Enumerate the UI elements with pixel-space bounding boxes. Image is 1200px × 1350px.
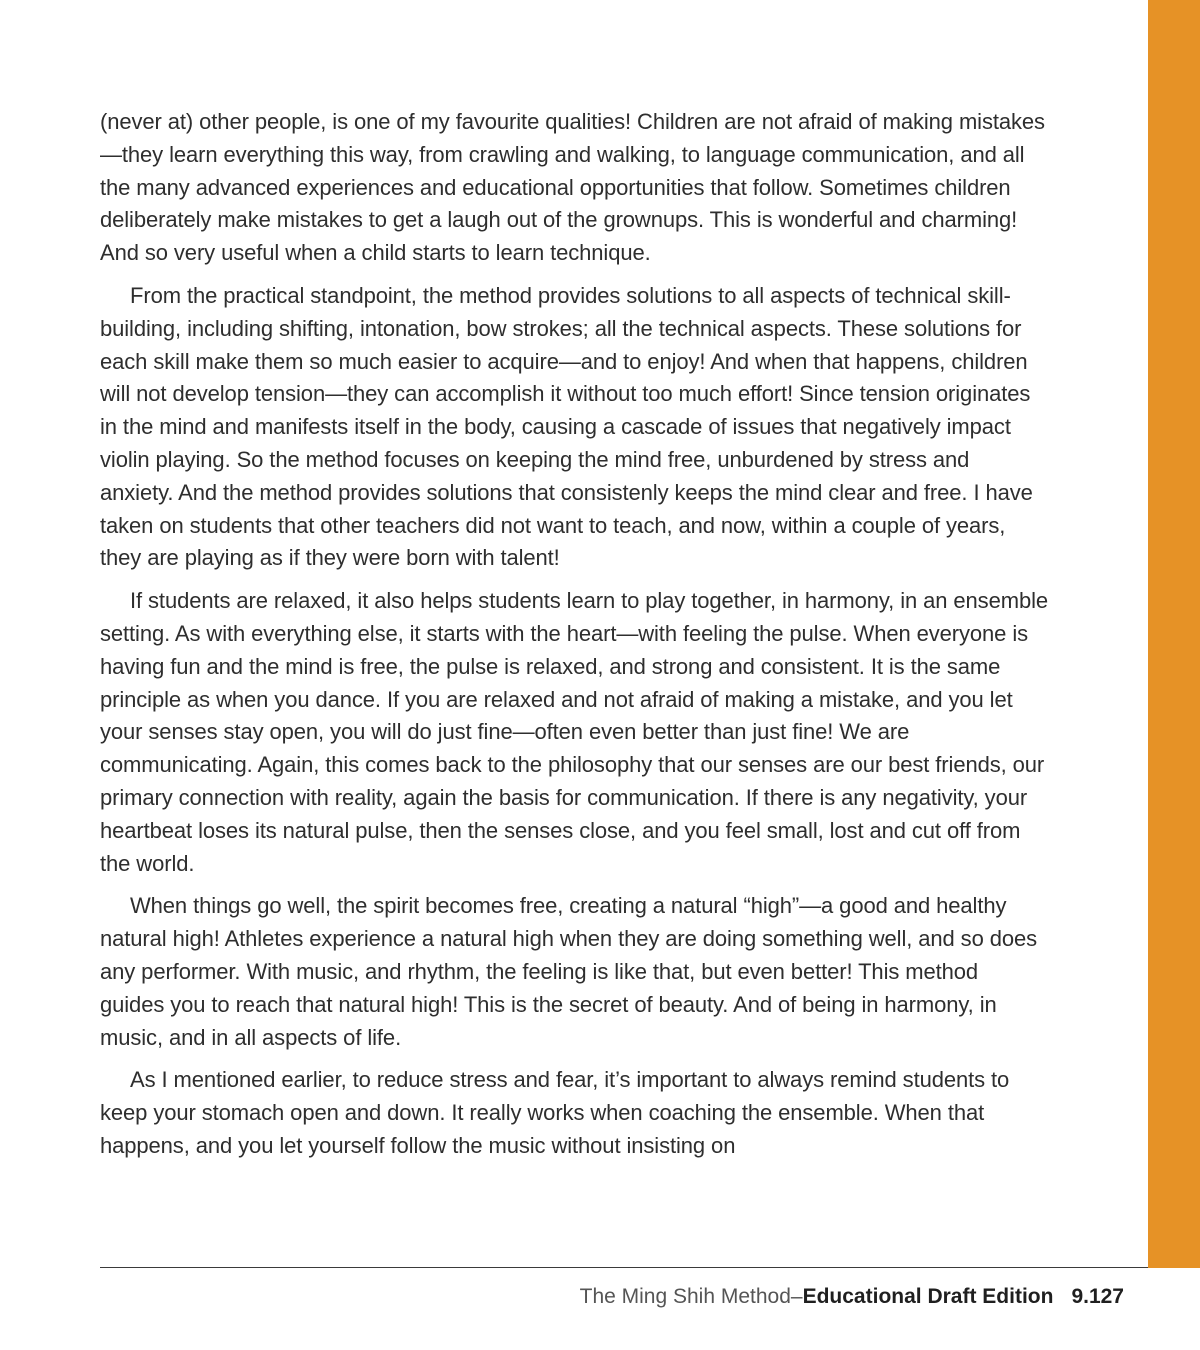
side-color-band bbox=[1148, 0, 1200, 1268]
page-footer bbox=[580, 1283, 1124, 1311]
paragraph-natural-high: When things go well, the spirit becomes free, creating a natural “high”—a good and healthy natural high! Athletes experience a natural high when they are doing something well, and so does any performer. With music, and rhythm, the feeling is like that, but even better! This method guides you to reach that natural high! This is the secret of beauty. And of being in harmony, in music, and in all aspects of life. bbox=[100, 893, 1038, 1050]
paragraph-continuation: (never at) other people, is one of my favourite qualities! Children are not afraid of making mistakes—they learn everything this way, from crawling and walking, to language communication, and all the many advanced experiences and educational opportunities that follow. Sometimes children deliberately make mistakes to get a laugh out of the grownups. This is wonderful and charming! And so very useful when a child starts to learn technique. bbox=[100, 109, 1045, 266]
footer-book-title: The Ming Shih Method– bbox=[579, 1285, 803, 1308]
paragraph-practical-standpoint: From the practical standpoint, the method provides solutions to all aspects of technical skill-building, including shifting, intonation, bow strokes; all the technical aspects. These solutions for each skill make them so much easier to acquire—and to enjoy! And when that happens, children will not develop tension—they can accomplish it without too much effort! Since tension originates in the mind and manifests itself in the body, causing a cascade of issues that negatively impact violin playing. So the method focuses on keeping the mind free, unburdened by stress and anxiety. And the method provides solutions that consistenly keeps the mind clear and free. I have taken on students that other teachers did not want to teach, and now, within a couple of years, they are playing as if they were born with talent! bbox=[100, 282, 1033, 571]
paragraph-relaxed-ensemble: If students are relaxed, it also helps students learn to play together, in harmony, in an ensemble setting. As with everything else, it starts with the heart—with feeling the pulse. When everyone is having fun and the mind is free, the pulse is relaxed, and strong and consistent. It is the same principle as when you dance. If you are relaxed and not afraid of making a mistake, and you let your senses stay open, you will do just fine—often even better than just fine! We are communicating. Again, this comes back to the philosophy that our senses are our best friends, our primary connection with reality, again the basis for communication. If there is any negativity, your heartbeat loses its natural pulse, then the senses close, and you feel small, lost and cut off from the world. bbox=[100, 588, 1049, 876]
page-number: 9.127 bbox=[1071, 1285, 1124, 1308]
page-body bbox=[100, 106, 1048, 1173]
paragraph-reduce-stress: As I mentioned earlier, to reduce stress and fear, it’s important to always remind students to keep your stomach open and down. It really works when coaching the ensemble. When that happens, and you let yourself follow the music without insisting on bbox=[100, 1067, 1010, 1158]
footer-divider bbox=[100, 1267, 1148, 1268]
footer-edition-label: Educational Draft Edition bbox=[802, 1285, 1054, 1308]
